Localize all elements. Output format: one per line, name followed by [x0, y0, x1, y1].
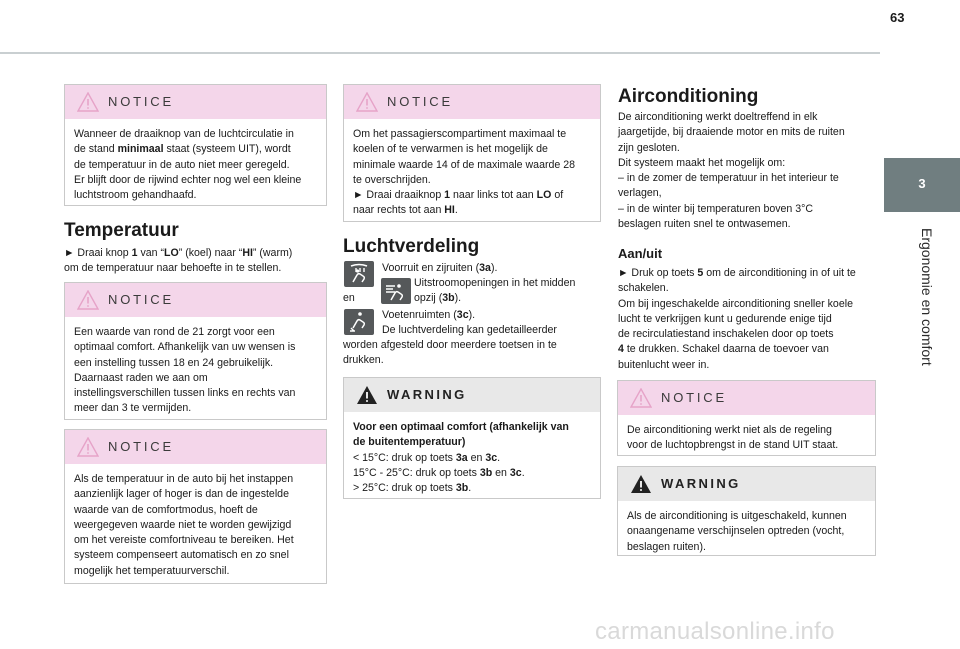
- watermark: carmanualsonline.info: [595, 618, 835, 645]
- notice-box-recirculation: [64, 84, 327, 206]
- distribution-text-3b: Uitstroomopeningen in het midden opzij (3b).: [414, 277, 576, 305]
- notice-box-max-cooling: [343, 84, 601, 222]
- warning-text: Voor een optimaal comfort (afhankelijk van de buitentemperatuur) < 15°C: druk op toets 3a en 3c. 15°C - 25°C: druk op toets 3b en 3c. > 25°C: druk op toets 3b.: [353, 421, 569, 495]
- warning-triangle-icon: [630, 474, 652, 494]
- notice-box-temperature-value: [64, 282, 327, 420]
- page-number: 63: [890, 10, 905, 25]
- notice-triangle-icon: [77, 290, 99, 310]
- warning-label: WARNING: [661, 476, 741, 491]
- notice-triangle-icon: [77, 437, 99, 457]
- warning-box-comfort: [343, 377, 601, 499]
- notice-triangle-icon: [77, 92, 99, 112]
- aan-uit-text: ► Druk op toets 5 om de airconditioning in of uit te schakelen. Om bij ingeschakelde airconditioning sneller koele lucht te verkrijgen kunt u gedurende enige tijd de recirculatiestand inschakelen door op toets 4 te drukken. Schakel daarna de toevoer van buitenlucht weer in.: [618, 267, 856, 371]
- distribution-text-detail: worden afgesteld door meerdere toetsen in te drukken.: [343, 339, 557, 367]
- notice-label: NOTICE: [661, 390, 727, 405]
- notice-triangle-icon: [630, 388, 652, 408]
- notice-text: De airconditioning werkt niet als de regeling voor de luchtopbrengst in de stand UIT staat.: [627, 424, 839, 452]
- heading-temperatuur: Temperatuur: [64, 220, 179, 241]
- airconditioning-intro: De airconditioning werkt doeltreffend in elk jaargetijde, bij draaiende motor en mits de ruiten zijn gesloten. Dit systeem maakt het mogelijk om: – in de zomer de temperatuur in het interieur te verlagen, – in de winter bij temperaturen boven 3°C beslagen ruiten snel te ontwasemen.: [618, 111, 845, 231]
- chapter-title: Ergonomie en comfort: [919, 228, 935, 366]
- warning-triangle-icon: [356, 385, 378, 405]
- footwell-airflow-icon: [344, 309, 374, 335]
- distribution-text-3c: Voetenruimten (3c). De luchtverdeling kan gedetailleerder: [382, 309, 557, 337]
- notice-text: Om het passagierscompartiment maximaal te koelen of te verwarmen is het mogelijk de minimale waarde 14 of de maximale waarde 28 te overschrijden. ► Draai draaiknop 1 naar links tot aan LO of naar rechts tot aan HI.: [353, 128, 575, 217]
- chapter-tab[interactable]: [884, 158, 960, 212]
- notice-text: Als de temperatuur in de auto bij het instappen aanzienlijk lager of hoger is dan de ingestelde waarde van de comfortmodus, hoeft de weergegeven waarde niet te worden gewijzigd om het vereiste comfortniveau te bereiken. Het systeem compenseert automatisch en zo snel mogelijk het temperatuurverschil.: [74, 473, 294, 577]
- notice-label: NOTICE: [108, 439, 174, 454]
- distribution-text-en: en: [343, 292, 355, 304]
- warning-text: Als de airconditioning is uitgeschakeld, kunnen onaangename verschijnselen optreden (vocht, beslagen ruiten).: [627, 510, 847, 553]
- heading-luchtverdeling: Luchtverdeling: [343, 236, 480, 257]
- subheading-aan-uit: Aan/uit: [618, 246, 663, 261]
- top-divider: [0, 52, 880, 54]
- notice-label: NOTICE: [108, 292, 174, 307]
- notice-label: NOTICE: [387, 94, 453, 109]
- notice-text: Een waarde van rond de 21 zorgt voor een optimaal comfort. Afhankelijk van uw wensen is een instelling tussen 18 en 24 gebruikelijk. Daarnaast raden we aan om instellingsverschillen tussen links en rechts van meer dan 3 te vermijden.: [74, 326, 296, 415]
- chapter-number: 3: [918, 176, 926, 191]
- warning-box-airconditioning: [617, 466, 876, 556]
- notice-box-airconditioning: [617, 380, 876, 456]
- notice-triangle-icon: [356, 92, 378, 112]
- temperature-instructions: ► Draai knop 1 van “LO” (koel) naar “HI” (warm) om de temperatuur naar behoefte in te stellen.: [64, 247, 293, 275]
- distribution-text-3a: Voorruit en zijruiten (3a).: [382, 262, 498, 274]
- windscreen-airflow-icon: [344, 261, 374, 287]
- notice-text: Wanneer de draaiknop van de luchtcirculatie in de stand minimaal staat (systeem UIT), wordt de temperatuur in de auto niet meer geregeld. Er blijft door de rijwind echter nog wel een kleine luchtstroom gehandhaafd.: [74, 128, 302, 202]
- warning-label: WARNING: [387, 387, 467, 402]
- heading-airconditioning: Airconditioning: [618, 86, 759, 107]
- notice-box-comfort-mode: [64, 429, 327, 584]
- center-vents-airflow-icon: [381, 278, 411, 304]
- notice-label: NOTICE: [108, 94, 174, 109]
